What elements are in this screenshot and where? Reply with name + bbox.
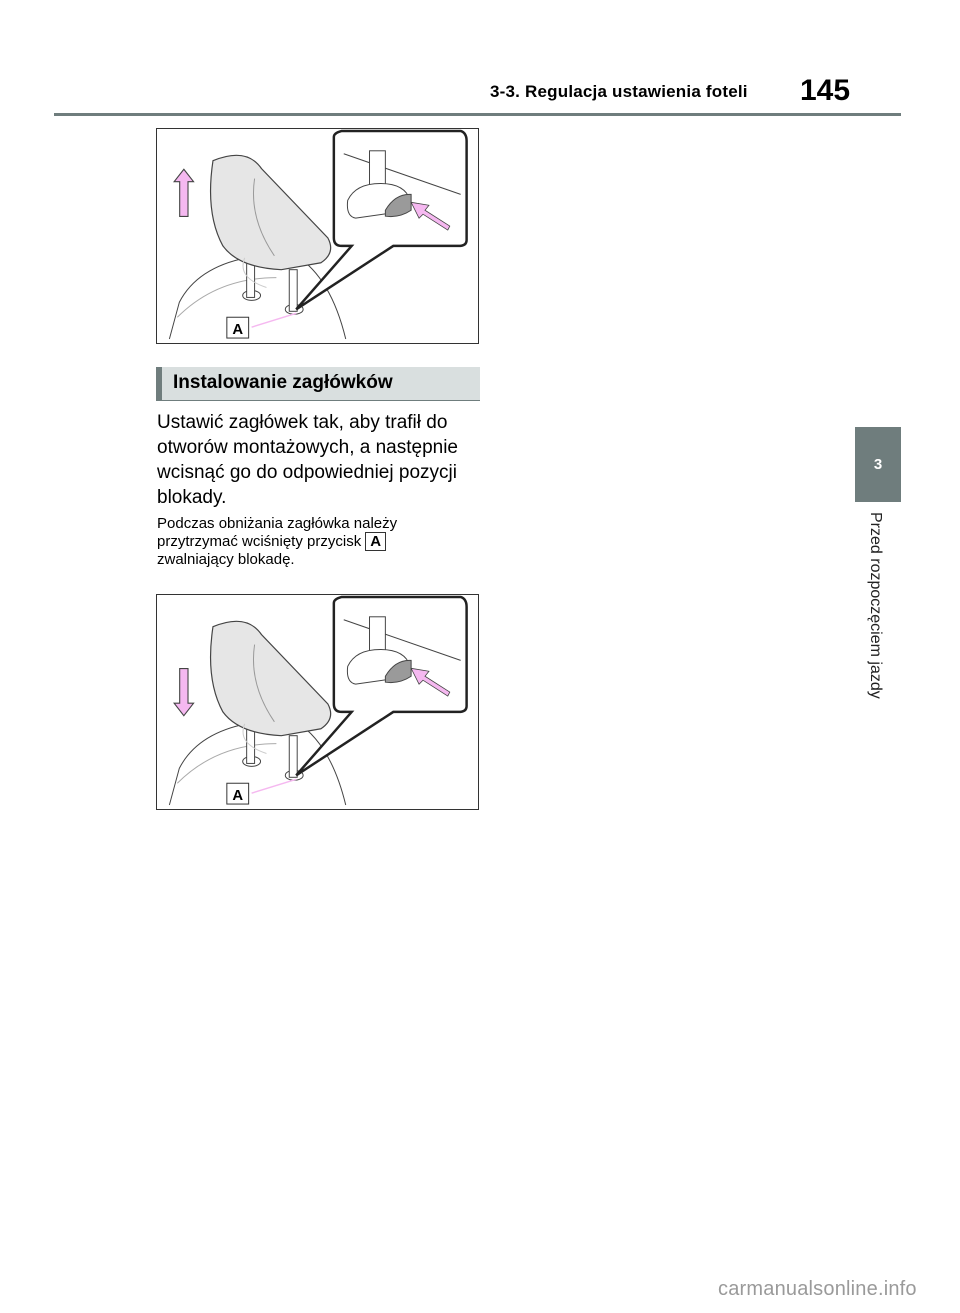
section-heading: Instalowanie zagłówków — [156, 367, 480, 401]
chapter-title: Przed rozpoczęciem jazdy — [867, 512, 884, 699]
figure-headrest-remove — [156, 128, 479, 344]
chapter-number: 3 — [873, 456, 883, 473]
callout-label: A — [232, 322, 244, 339]
callout-label: A — [232, 788, 244, 805]
headrest-illustration — [157, 129, 478, 343]
chapter-tab[interactable] — [855, 427, 901, 502]
section-title: 3-3. Regulacja ustawienia foteli — [490, 82, 748, 101]
watermark: carmanualsonline.info — [718, 1278, 917, 1300]
header-divider — [54, 113, 901, 116]
figure-headrest-install — [156, 594, 479, 810]
instruction-text: Ustawić zagłówek tak, aby trafił do otworów montażowych, a następnie wcisnąć go do odpowiedniej pozycji blokady. — [157, 412, 458, 508]
page-number: 145 — [800, 74, 851, 107]
key-a-badge: A — [365, 532, 386, 551]
note-text — [157, 515, 480, 568]
note-text-start: Podczas obniżania zagłówka należy przytrzymać wciśnięty przycisk — [157, 515, 398, 550]
headrest-illustration — [157, 595, 478, 809]
note-text-end: zwalniający blokadę. — [157, 551, 295, 568]
